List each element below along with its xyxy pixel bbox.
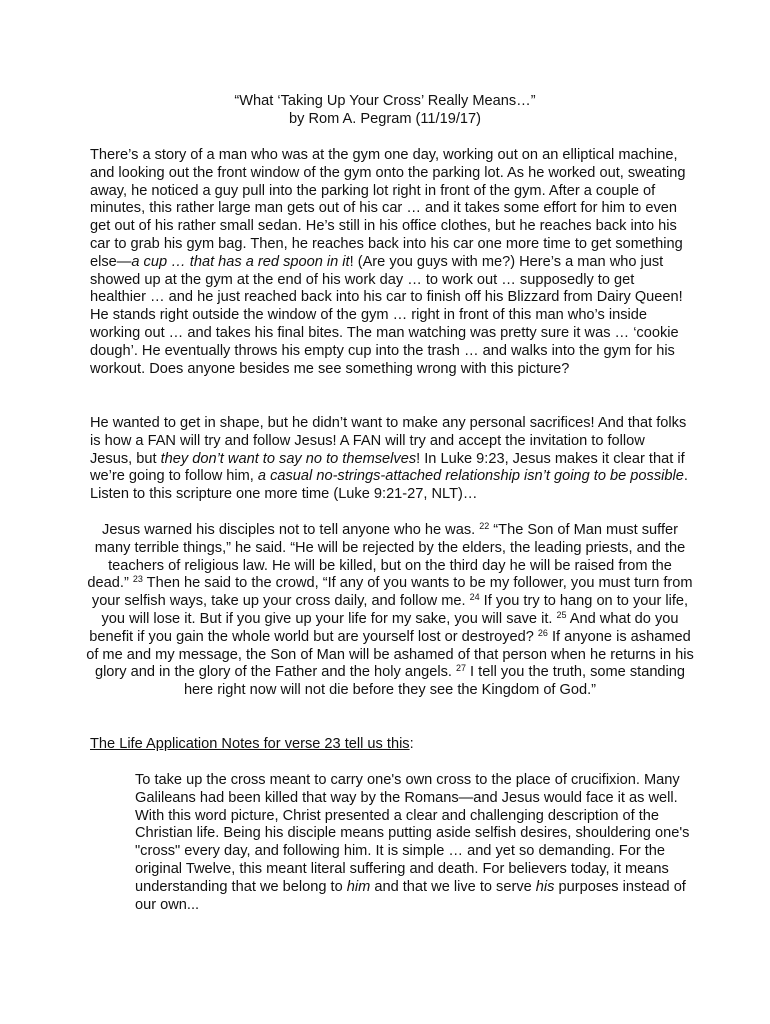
verse-text: If anyone is ashamed of me and my message, the Son of Man will be ashamed of that person when he returns in his glory and in the glory of the Father and the holy angels. [86,628,694,681]
notes-text: and that we live to serve [370,878,536,895]
life-application-notes [135,772,690,914]
notes-text: purposes instead of our own... [135,878,686,913]
verse-text: I tell you the truth, some standing here right now will not die before they see the Kingdom of God.” [183,664,686,699]
verse-text: Then he said to the crowd, “If any of you wants to be my follower, you must turn from your selfish ways, take up your cross daily, and follow me. [91,575,693,610]
paragraph-italic-text: they don’t want to say no to themselves [160,450,417,467]
notes-heading-colon: : [409,736,414,752]
paragraph-italic-text: a cup … that has a red spoon in it [131,253,350,270]
paragraph-text: ! In Luke 9:23, Jesus makes it clear that if we’re going to follow him, [90,450,685,485]
notes-italic-text: his [535,878,555,895]
paragraph-text: He wanted to get in shape, but he didn’t want to make any personal sacrifices! And that folks is how a FAN will try and follow Jesus! A FAN will try and accept the invitation to follow Jesus, but [90,415,687,467]
paragraph-text: There’s a story of a man who was at the gym one day, working out on an elliptical machine, and looking out the front window of the gym onto the parking lot. As he worked out, sweating away, he noticed a guy pull into the parking lot right in front of the gym. After a couple of minutes, this rather large man gets out of his car … and it takes some effort for him to even get out of his rather small sedan. He’s still in his office clothes, but he reaches back into his car to grab his gym bag. Then, he reaches back into his car one more time to get something else— [90,147,686,270]
document-title: “What ‘Taking Up Your Cross’ Really Means…” [234,93,536,109]
title-block [0,93,770,129]
notes-heading [90,736,414,754]
paragraph-italic-text: a casual no-strings-attached relationship isn’t going to be possible [257,468,684,485]
verse-number: 26 [537,627,548,638]
verse-text: And what do you benefit if you gain the whole world but are yourself lost or destroyed? [89,610,679,645]
verse-number: 22 [479,521,490,531]
paragraph-text: . Listen to this scripture one more time (Luke 9:21-27, NLT)… [90,468,688,503]
verse-text: “The Son of Man must suffer many terrible things,” he said. “He will be rejected by the elders, the leading priests, and the teachers of religious law. He will be killed, but on the third day he will be raised from the dead.” [87,522,686,592]
document-byline: by Rom A. Pegram (11/19/17) [289,110,481,127]
notes-heading-text: The Life Application Notes for verse 23 tell us this [90,736,410,752]
verse-number: 23 [132,574,143,585]
verse-text: Jesus warned his disciples not to tell anyone who he was. [102,522,480,538]
scripture-quote [86,522,694,700]
verse-number: 25 [556,609,567,620]
paragraph-gym-story [90,147,690,378]
verse-text: If you try to hang on to your life, you will lose it. But if you give up your life for my sake, you will save it. [101,593,689,627]
paragraph-fan [90,415,690,504]
verse-number: 27 [455,663,466,674]
verse-number: 24 [469,592,480,603]
paragraph-text: ! (Are you guys with me?) Here’s a man who just showed up at the gym at the end of his work day … to work out … supposedly to get healthier … and he just reached back into his car to finish off his Blizzard from Dairy Queen! He stands right outside the window of the gym … right in front of this man who’s inside working out … and takes his final bites. The man watching was pretty sure it was … ‘cookie dough’. He eventually throws his empty cup into the trash … and walks into the gym for his workout. Does anyone besides me see something wrong with this picture? [90,253,683,377]
notes-text: To take up the cross meant to carry one's own cross to the place of crucifixion. Many Galileans had been killed that way by the Romans—and Jesus would face it as well. With this word picture, Christ presented a clear and challenging description of the Christian life. Being his disciple means putting aside selfish desires, shouldering one's "cross" every day, and following him. It is simple … and yet so demanding. For the original Twelve, this meant literal suffering and death. For believers today, it means understanding that we belong to [135,772,690,895]
notes-italic-text: him [346,878,371,895]
